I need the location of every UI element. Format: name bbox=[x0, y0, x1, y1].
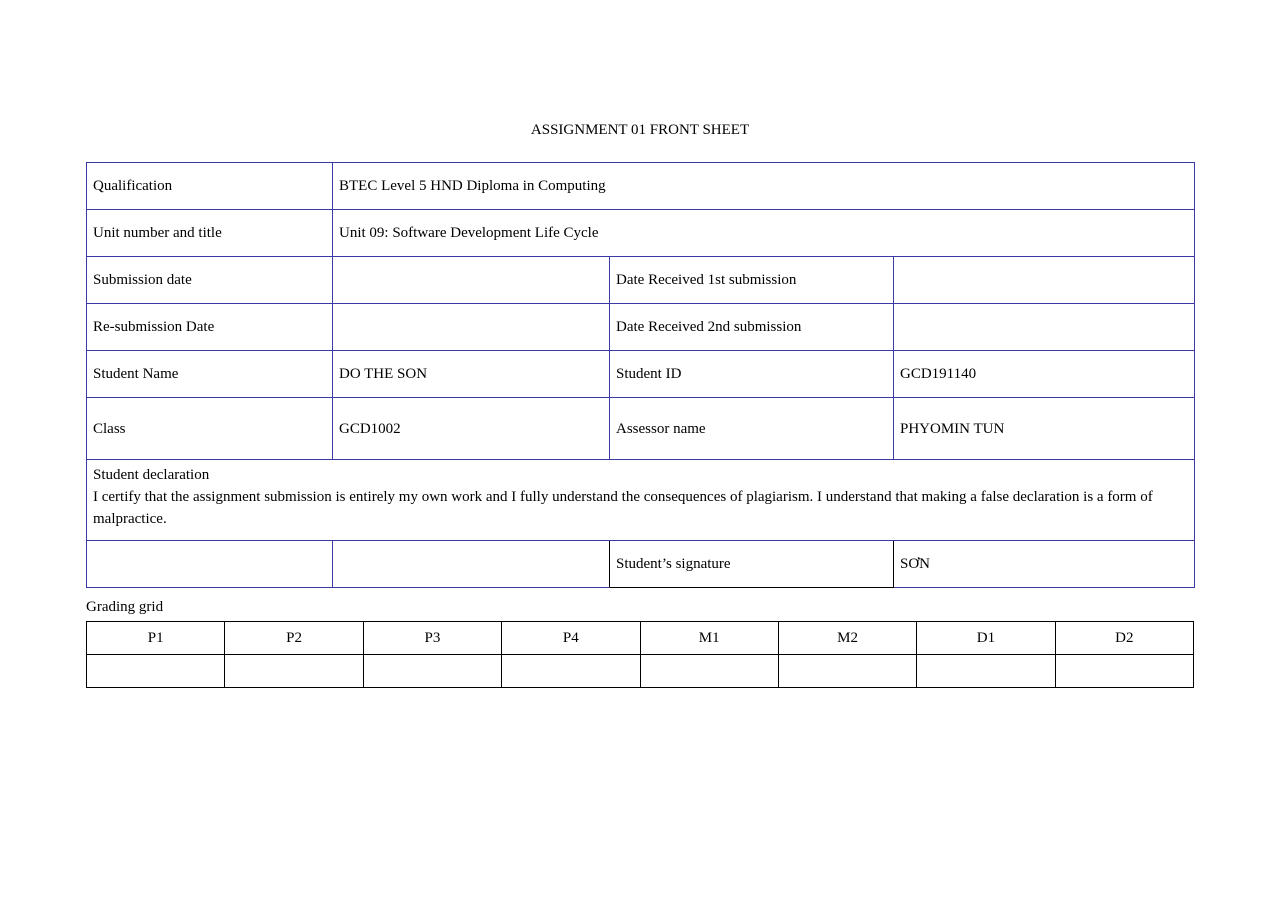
signature-blank-2 bbox=[333, 541, 610, 588]
grade-header-d1: D1 bbox=[917, 622, 1055, 655]
submission-date-field[interactable] bbox=[333, 257, 610, 304]
date-received-1-field[interactable] bbox=[894, 257, 1195, 304]
class-value[interactable]: GCD1002 bbox=[333, 398, 610, 460]
unit-value: Unit 09: Software Development Life Cycle bbox=[333, 210, 1195, 257]
grading-header-row bbox=[87, 622, 1194, 655]
student-name-label: Student Name bbox=[87, 351, 333, 398]
resubmission-date-field[interactable] bbox=[333, 304, 610, 351]
resubmission-row bbox=[87, 304, 1195, 351]
grading-grid bbox=[86, 621, 1194, 688]
student-name-value[interactable]: DO THE SON bbox=[333, 351, 610, 398]
qualification-value: BTEC Level 5 HND Diploma in Computing bbox=[333, 163, 1195, 210]
grade-header-p1: P1 bbox=[87, 622, 225, 655]
class-row bbox=[87, 398, 1195, 460]
grade-cell-p4[interactable] bbox=[502, 655, 640, 688]
grade-header-p2: P2 bbox=[225, 622, 363, 655]
grade-header-p3: P3 bbox=[363, 622, 501, 655]
signature-blank-1 bbox=[87, 541, 333, 588]
signature-row bbox=[87, 541, 1195, 588]
grade-header-p4: P4 bbox=[502, 622, 640, 655]
grade-header-m2: M2 bbox=[778, 622, 916, 655]
student-id-label: Student ID bbox=[610, 351, 894, 398]
student-row bbox=[87, 351, 1195, 398]
front-sheet-table bbox=[86, 162, 1195, 588]
qualification-row bbox=[87, 163, 1195, 210]
signature-label: Student’s signature bbox=[610, 541, 894, 588]
submission-date-label: Submission date bbox=[87, 257, 333, 304]
date-received-2-label: Date Received 2nd submission bbox=[610, 304, 894, 351]
student-id-value[interactable]: GCD191140 bbox=[894, 351, 1195, 398]
page-title: ASSIGNMENT 01 FRONT SHEET bbox=[530, 122, 750, 138]
class-label: Class bbox=[87, 398, 333, 460]
declaration-text: I certify that the assignment submission is entirely my own work and I fully understand the consequences of plagiarism. I understand that making a false declaration is a form of malpractice. bbox=[93, 489, 1153, 527]
qualification-label: Qualification bbox=[87, 163, 333, 210]
grade-cell-p3[interactable] bbox=[363, 655, 501, 688]
submission-row bbox=[87, 257, 1195, 304]
grade-header-d2: D2 bbox=[1055, 622, 1193, 655]
date-received-1-label: Date Received 1st submission bbox=[610, 257, 894, 304]
grade-cell-m2[interactable] bbox=[778, 655, 916, 688]
grade-cell-d2[interactable] bbox=[1055, 655, 1193, 688]
signature-value[interactable]: SƠN bbox=[894, 541, 1195, 588]
grading-grid-label: Grading grid bbox=[86, 599, 164, 615]
unit-row bbox=[87, 210, 1195, 257]
declaration-row bbox=[87, 460, 1195, 541]
grade-header-m1: M1 bbox=[640, 622, 778, 655]
grading-value-row bbox=[87, 655, 1194, 688]
grade-cell-p2[interactable] bbox=[225, 655, 363, 688]
declaration-cell bbox=[87, 460, 1195, 541]
unit-label: Unit number and title bbox=[87, 210, 333, 257]
date-received-2-field[interactable] bbox=[894, 304, 1195, 351]
assessor-label: Assessor name bbox=[610, 398, 894, 460]
grade-cell-p1[interactable] bbox=[87, 655, 225, 688]
resubmission-date-label: Re-submission Date bbox=[87, 304, 333, 351]
assessor-value[interactable]: PHYOMIN TUN bbox=[894, 398, 1195, 460]
declaration-heading: Student declaration bbox=[93, 467, 210, 483]
grade-cell-d1[interactable] bbox=[917, 655, 1055, 688]
grade-cell-m1[interactable] bbox=[640, 655, 778, 688]
